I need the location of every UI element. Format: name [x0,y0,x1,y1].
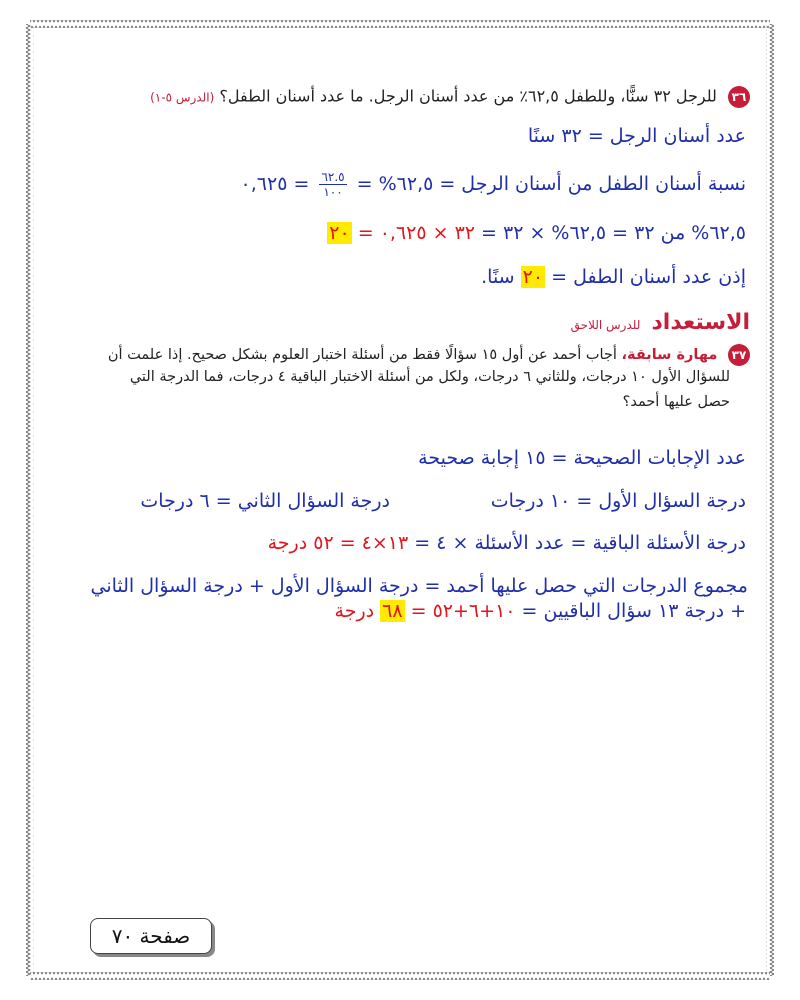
question-text: أجاب أحمد عن أول ١٥ سؤالًا فقط من أسئلة اختبار العلوم بشكل صحيح. إذا علمت أن [107,347,617,363]
fraction-denominator: ١٠٠ [323,185,343,199]
question-37-line-3: حصل عليها أحمد؟ [622,394,730,410]
question-text: للرجل ٣٢ سنًّا، وللطفل ٦٢,٥٪ من عدد أسنان الرجل. ما عدد أسنان الطفل؟ [219,86,717,106]
readiness-heading [571,310,750,335]
question-number-badge: ٣٧ [728,344,750,366]
skill-label: مهارة سابقة، [621,347,718,363]
answer-37-line-2b: درجة السؤال الثاني = ٦ درجات [140,490,390,512]
answer-line-2-prefix: نسبة أسنان الطفل من أسنان الرجل = ٦٢,٥% = [356,173,746,195]
answer-line-2 [241,170,746,199]
answer-37-line-1: عدد الإجابات الصحيحة = ١٥ إجابة صحيحة [418,447,746,469]
answer-37-line-3-prefix: درجة الأسئلة الباقية = عدد الأسئلة × ٤ = [414,532,746,554]
lesson-reference: (الدرس ٥-١) [150,90,215,105]
readiness-subtitle: للدرس اللاحق [570,318,641,332]
answer-37-line-3 [268,532,746,554]
answer-37-line-4: مجموع الدرجات التي حصل عليها أحمد = درجة السؤال الأول + درجة السؤال الثاني [90,575,748,597]
answer-line-4-suffix: سنًا. [481,266,515,288]
page-number-label: صفحة ٧٠ [111,924,191,948]
highlighted-result: ٢٠ [522,266,544,288]
answer-37-line-2a: درجة السؤال الأول = ١٠ درجات [490,490,746,512]
answer-37-line-5-prefix: + درجة ١٣ سؤال الباقيين = [521,600,746,622]
answer-37-line-3-red: ١٣×٤ = ٥٢ درجة [267,532,409,554]
answer-37-line-5-red: ١٠+٦+٥٢ = [410,600,516,622]
answer-line-4-prefix: إذن عدد أسنان الطفل = [551,266,746,288]
answer-line-2-suffix: = ٠,٦٢٥ [240,173,310,195]
answer-37-line-5 [335,600,746,622]
answer-line-1: عدد أسنان الرجل = ٣٢ سنًا [527,125,746,147]
question-36 [150,86,750,108]
readiness-title: الاستعداد [651,310,750,335]
answer-37-line-5-suffix: درجة [334,600,375,622]
answer-line-3-prefix: ٦٢,٥% من ٣٢ = ٦٢,٥% × ٣٢ = [481,222,746,244]
fraction [319,170,346,199]
answer-line-3 [327,222,746,244]
highlighted-result: ٦٨ [382,600,403,622]
answer-line-4 [481,266,746,288]
answer-line-3-red: ٣٢ × ٠,٦٢٥ = [357,222,475,244]
question-37-line-2: للسؤال الأول ١٠ درجات، وللثاني ٦ درجات، ولكل من أسئلة الاختبار الباقية ٤ درجات، فما الدرجة التي [129,369,730,385]
question-number-badge: ٣٦ [728,86,750,108]
question-37-line-1 [108,344,750,366]
fraction-numerator: ٦٢.٥ [321,170,345,184]
highlighted-result: ٢٠ [329,222,350,244]
page-number-tag [90,918,212,954]
